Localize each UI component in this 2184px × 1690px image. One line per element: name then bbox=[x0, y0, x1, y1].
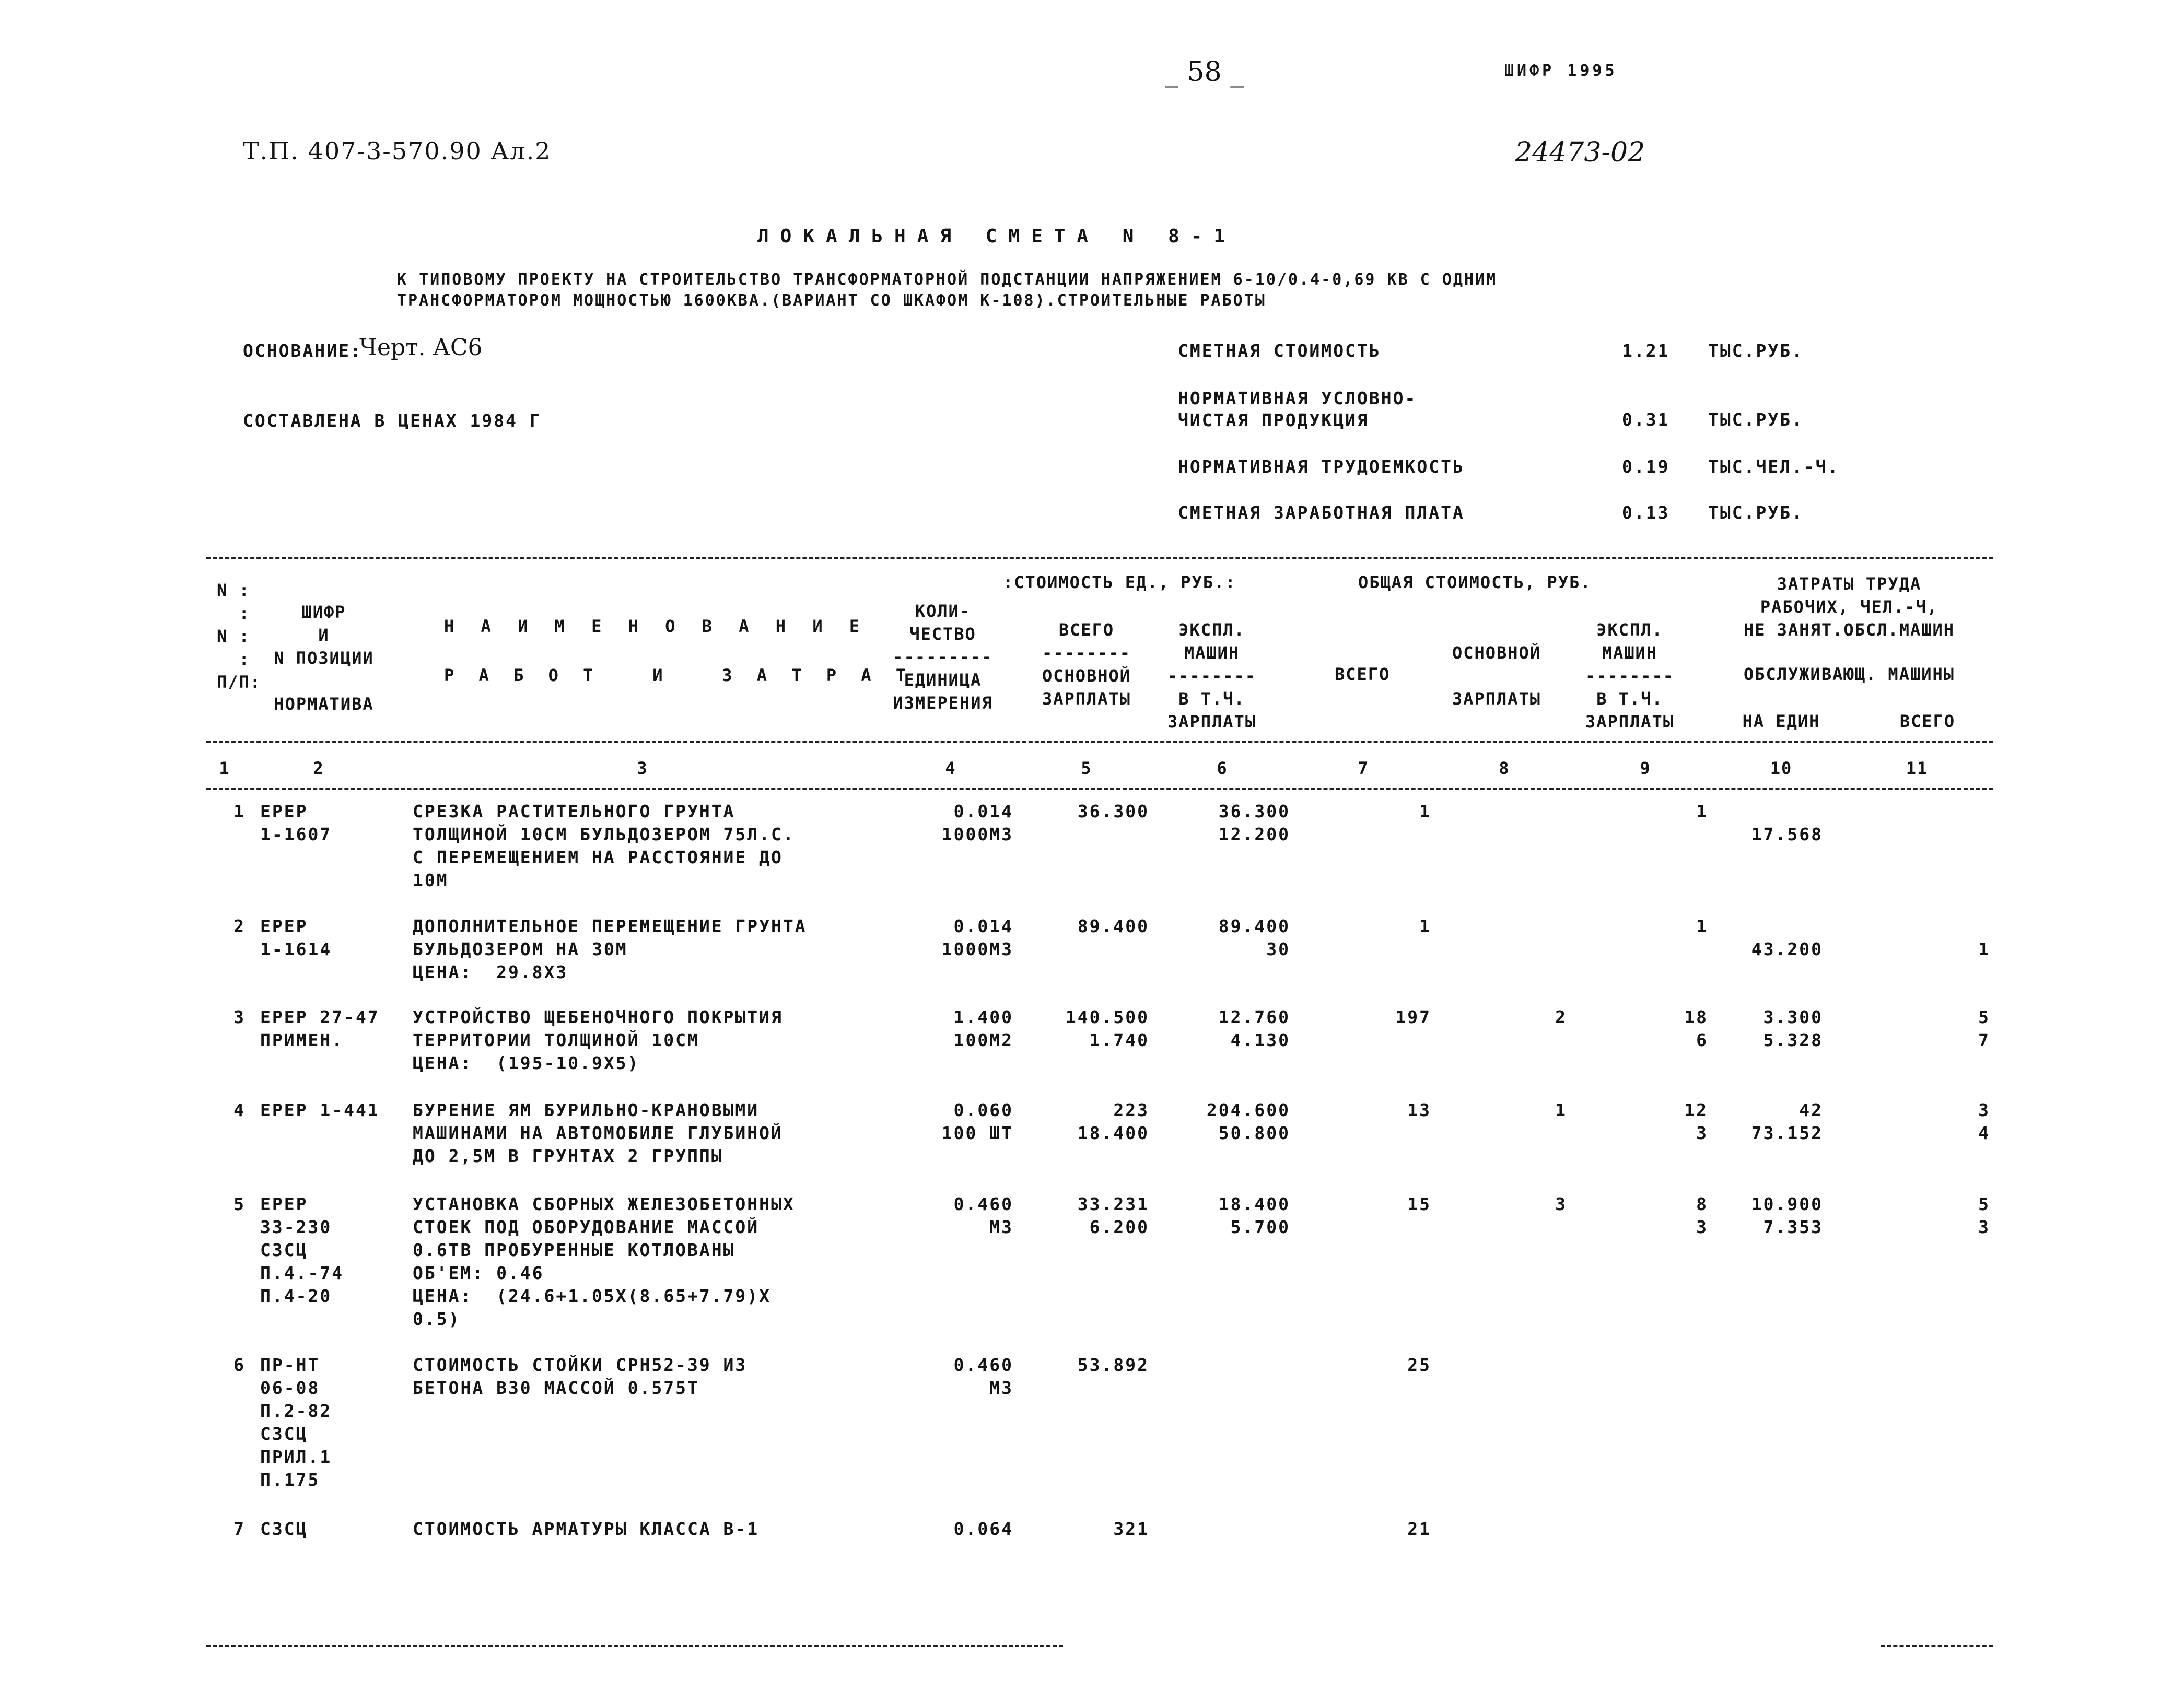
row-quantity: 0.014 1000М3 bbox=[941, 916, 1013, 959]
summary-value: 1.21 bbox=[1622, 341, 1670, 361]
header-col-unit-total: ВСЕГО -------- ОСНОВНОЙ ЗАРПЛАТЫ bbox=[1042, 620, 1131, 709]
row-code: ПР-НТ 06-08 П.2-82 СЗСЦ ПРИЛ.1 П.175 bbox=[260, 1355, 332, 1490]
page-number: _ 58 _ bbox=[1165, 56, 1244, 88]
row-unit-total: 36.300 bbox=[1077, 801, 1149, 821]
summary-value: 0.13 bbox=[1622, 502, 1670, 523]
table-rule-footer-left bbox=[206, 1645, 1063, 1647]
row-unit-total: 321 bbox=[1113, 1519, 1149, 1539]
row-machines-wages: 18 6 bbox=[1684, 1007, 1708, 1050]
row-unit-total: 53.892 bbox=[1077, 1355, 1149, 1375]
row-labor-total: 3 4 bbox=[1978, 1100, 1990, 1143]
header-labor-sub: ОБСЛУЖИВАЮЩ. МАШИНЫ bbox=[1743, 664, 1955, 684]
summary-unit: ТЫС.РУБ. bbox=[1708, 341, 1804, 361]
row-number: 4 bbox=[233, 1100, 246, 1120]
row-code: СЗСЦ bbox=[260, 1519, 308, 1539]
header-col-name-a: Н А И М Е Н О В А Н И Е bbox=[444, 616, 868, 636]
row-unit-machines: 204.600 50.800 bbox=[1206, 1100, 1290, 1143]
summary-unit: ТЫС.РУБ. bbox=[1708, 502, 1804, 523]
column-number: 3 bbox=[637, 758, 648, 778]
column-number: 10 bbox=[1770, 758, 1793, 778]
row-unit-total: 140.500 1.740 bbox=[1065, 1007, 1149, 1050]
column-number: 7 bbox=[1358, 758, 1369, 778]
column-number: 4 bbox=[945, 758, 956, 778]
summary-unit: ТЫС.ЧЕЛ.-Ч. bbox=[1708, 456, 1840, 477]
header-col-machines-wages: ЭКСПЛ. МАШИН -------- В Т.Ч. ЗАРПЛАТЫ bbox=[1585, 620, 1675, 732]
row-base-wages: 1 bbox=[1555, 1100, 1567, 1120]
prices-note: СОСТАВЛЕНА В ЦЕНАХ 1984 Г bbox=[243, 410, 542, 431]
row-code: ЕРЕР 1-441 bbox=[260, 1100, 380, 1120]
header-col-labor-unit: НА ЕДИН bbox=[1742, 711, 1820, 731]
row-unit-machines: 12.760 4.130 bbox=[1218, 1007, 1290, 1050]
row-number: 7 bbox=[233, 1519, 246, 1539]
row-machines-wages: 1 bbox=[1696, 801, 1708, 821]
table-rule-header-bottom bbox=[206, 741, 1993, 743]
row-number: 1 bbox=[233, 801, 246, 821]
row-name: УСТРОЙСТВО ЩЕБЕНОЧНОГО ПОКРЫТИЯ ТЕРРИТОРИИ ТОЛЩИНОЙ 10СМ ЦЕНА: (195-10.9Х5) bbox=[413, 1007, 783, 1073]
table-rule-colnums-bottom bbox=[206, 788, 1993, 790]
row-quantity: 0.460 М3 bbox=[953, 1194, 1013, 1237]
header-col-name-b: Р А Б О Т И З А Т Р А Т bbox=[444, 665, 914, 685]
row-total: 15 bbox=[1407, 1194, 1431, 1214]
header-col-unit-machines: ЭКСПЛ. МАШИН -------- В Т.Ч. ЗАРПЛАТЫ bbox=[1167, 620, 1257, 732]
header-group-total-cost: ОБЩАЯ СТОИМОСТЬ, РУБ. bbox=[1358, 572, 1592, 592]
row-quantity: 0.060 100 ШТ bbox=[941, 1100, 1013, 1143]
doc-code: Т.П. 407-3-570.90 Ал.2 bbox=[243, 137, 552, 165]
column-number: 2 bbox=[313, 758, 324, 778]
column-number: 11 bbox=[1906, 758, 1929, 778]
row-total: 25 bbox=[1407, 1355, 1431, 1375]
row-name: БУРЕНИЕ ЯМ БУРИЛЬНО-КРАНОВЫМИ МАШИНАМИ НА АВТОМОБИЛЕ ГЛУБИНОЙ ДО 2,5М В ГРУНТАХ 2 ГРУППЫ bbox=[413, 1100, 783, 1166]
header-col-quantity: КОЛИ- ЧЕСТВО --------- ЕДИНИЦА ИЗМЕРЕНИЯ bbox=[893, 601, 993, 713]
column-number: 9 bbox=[1640, 758, 1651, 778]
row-quantity: 0.014 1000М3 bbox=[941, 801, 1013, 844]
column-number: 6 bbox=[1217, 758, 1228, 778]
basis-value: Черт. АС6 bbox=[359, 334, 483, 361]
header-col-number: N : : N : : П/П: bbox=[217, 580, 262, 692]
header-group-unit-cost: :СТОИМОСТЬ ЕД., РУБ.: bbox=[1003, 572, 1236, 592]
row-total: 1 bbox=[1419, 916, 1431, 936]
column-number: 8 bbox=[1499, 758, 1510, 778]
table-rule-footer-right bbox=[1881, 1645, 1993, 1647]
row-quantity: 0.460 М3 bbox=[953, 1355, 1013, 1398]
header-col-total: ВСЕГО bbox=[1335, 664, 1391, 684]
row-base-wages: 2 bbox=[1555, 1007, 1567, 1027]
estimate-subtitle-line2: ТРАНСФОРМАТОРОМ МОЩНОСТЬЮ 1600КВА.(ВАРИАНТ СО ШКАФОМ К-108).СТРОИТЕЛЬНЫЕ РАБОТЫ bbox=[397, 291, 1266, 310]
row-number: 2 bbox=[233, 916, 246, 936]
row-total: 1 bbox=[1419, 801, 1431, 821]
summary-unit: ТЫС.РУБ. bbox=[1708, 409, 1804, 430]
row-quantity: 1.400 100М2 bbox=[953, 1007, 1013, 1050]
row-code: ЕРЕР 27-47 ПРИМЕН. bbox=[260, 1007, 380, 1050]
summary-label: НОРМАТИВНАЯ УСЛОВНО- ЧИСТАЯ ПРОДУКЦИЯ bbox=[1178, 388, 1417, 430]
row-code: ЕРЕР 1-1607 bbox=[260, 801, 332, 844]
row-total: 13 bbox=[1407, 1100, 1431, 1120]
summary-label: СМЕТНАЯ СТОИМОСТЬ bbox=[1178, 341, 1381, 361]
row-unit-total: 89.400 bbox=[1077, 916, 1149, 936]
row-name: УСТАНОВКА СБОРНЫХ ЖЕЛЕЗОБЕТОННЫХ СТОЕК ПОД ОБОРУДОВАНИЕ МАССОЙ 0.6ТВ ПРОБУРЕННЫЕ КОТЛОВАНЫ ОБ'ЕМ: 0.46 ЦЕНА: (24.6+1.05Х(8.65+7.79)Х 0.5) bbox=[413, 1194, 795, 1329]
row-unit-total: 33.231 6.200 bbox=[1077, 1194, 1149, 1237]
row-labor-unit: 17.568 bbox=[1751, 824, 1823, 844]
row-unit-machines: 18.400 5.700 bbox=[1218, 1194, 1290, 1237]
row-number: 5 bbox=[233, 1194, 246, 1214]
row-name: ДОПОЛНИТЕЛЬНОЕ ПЕРЕМЕЩЕНИЕ ГРУНТА БУЛЬДОЗЕРОМ НА 30М ЦЕНА: 29.8Х3 bbox=[413, 916, 807, 982]
estimate-title: ЛОКАЛЬНАЯ СМЕТА N 8-1 bbox=[757, 226, 1237, 247]
row-quantity: 0.064 bbox=[953, 1519, 1013, 1539]
row-labor-unit: 10.900 7.353 bbox=[1751, 1194, 1823, 1237]
summary-label: СМЕТНАЯ ЗАРАБОТНАЯ ПЛАТА bbox=[1178, 502, 1465, 523]
column-number: 5 bbox=[1081, 758, 1092, 778]
estimate-subtitle-line1: К ТИПОВОМУ ПРОЕКТУ НА СТРОИТЕЛЬСТВО ТРАНСФОРМАТОРНОЙ ПОДСТАНЦИИ НАПРЯЖЕНИЕМ 6-10/0.4-0,69 КВ С ОДНИМ bbox=[397, 271, 1498, 289]
row-total: 21 bbox=[1407, 1519, 1431, 1539]
row-unit-machines: 36.300 12.200 bbox=[1218, 801, 1290, 844]
row-unit-machines: 89.400 30 bbox=[1218, 916, 1290, 959]
row-code: ЕРЕР 1-1614 bbox=[260, 916, 332, 959]
row-unit-total: 223 18.400 bbox=[1077, 1100, 1149, 1143]
row-number: 6 bbox=[233, 1355, 246, 1375]
row-name: СТОИМОСТЬ СТОЙКИ СРН52-39 ИЗ БЕТОНА В30 МАССОЙ 0.575Т bbox=[413, 1355, 748, 1398]
basis-label: ОСНОВАНИЕ: bbox=[243, 341, 363, 361]
summary-value: 0.31 bbox=[1622, 409, 1670, 430]
row-machines-wages: 1 bbox=[1696, 916, 1708, 936]
row-labor-unit: 3.300 5.328 bbox=[1763, 1007, 1823, 1050]
header-col-code: ШИФР И N ПОЗИЦИИ НОРМАТИВА bbox=[274, 602, 374, 714]
row-machines-wages: 12 3 bbox=[1684, 1100, 1708, 1143]
header-col-labor-total: ВСЕГО bbox=[1899, 711, 1956, 731]
header-col-base-wages: ОСНОВНОЙ ЗАРПЛАТЫ bbox=[1452, 643, 1541, 709]
summary-value: 0.19 bbox=[1622, 456, 1670, 477]
shifr-year: ШИФР 1995 bbox=[1504, 62, 1618, 80]
table-rule-top bbox=[206, 557, 1993, 559]
row-labor-unit: 42 73.152 bbox=[1751, 1100, 1823, 1143]
summary-label: НОРМАТИВНАЯ ТРУДОЕМКОСТЬ bbox=[1178, 456, 1465, 477]
row-labor-unit: 43.200 bbox=[1751, 939, 1823, 959]
row-name: СТОИМОСТЬ АРМАТУРЫ КЛАССА В-1 bbox=[413, 1519, 760, 1539]
header-group-labor: ЗАТРАТЫ ТРУДА РАБОЧИХ, ЧЕЛ.-Ч, НЕ ЗАНЯТ.ОБСЛ.МАШИН bbox=[1743, 574, 1955, 640]
row-total: 197 bbox=[1395, 1007, 1431, 1027]
row-number: 3 bbox=[233, 1007, 246, 1027]
doc-number: 24473-02 bbox=[1515, 137, 1645, 168]
column-number: 1 bbox=[219, 758, 230, 778]
row-code: ЕРЕР 33-230 СЗСЦ П.4.-74 П.4-20 bbox=[260, 1194, 344, 1306]
row-labor-total: 5 7 bbox=[1978, 1007, 1990, 1050]
row-machines-wages: 8 3 bbox=[1696, 1194, 1708, 1237]
row-labor-total: 1 bbox=[1978, 939, 1990, 959]
row-name: СРЕЗКА РАСТИТЕЛЬНОГО ГРУНТА ТОЛЩИНОЙ 10СМ БУЛЬДОЗЕРОМ 75Л.С. С ПЕРЕМЕЩЕНИЕМ НА РАССТОЯНИЕ ДО 10М bbox=[413, 801, 795, 890]
row-labor-total: 5 3 bbox=[1978, 1194, 1990, 1237]
row-base-wages: 3 bbox=[1555, 1194, 1567, 1214]
